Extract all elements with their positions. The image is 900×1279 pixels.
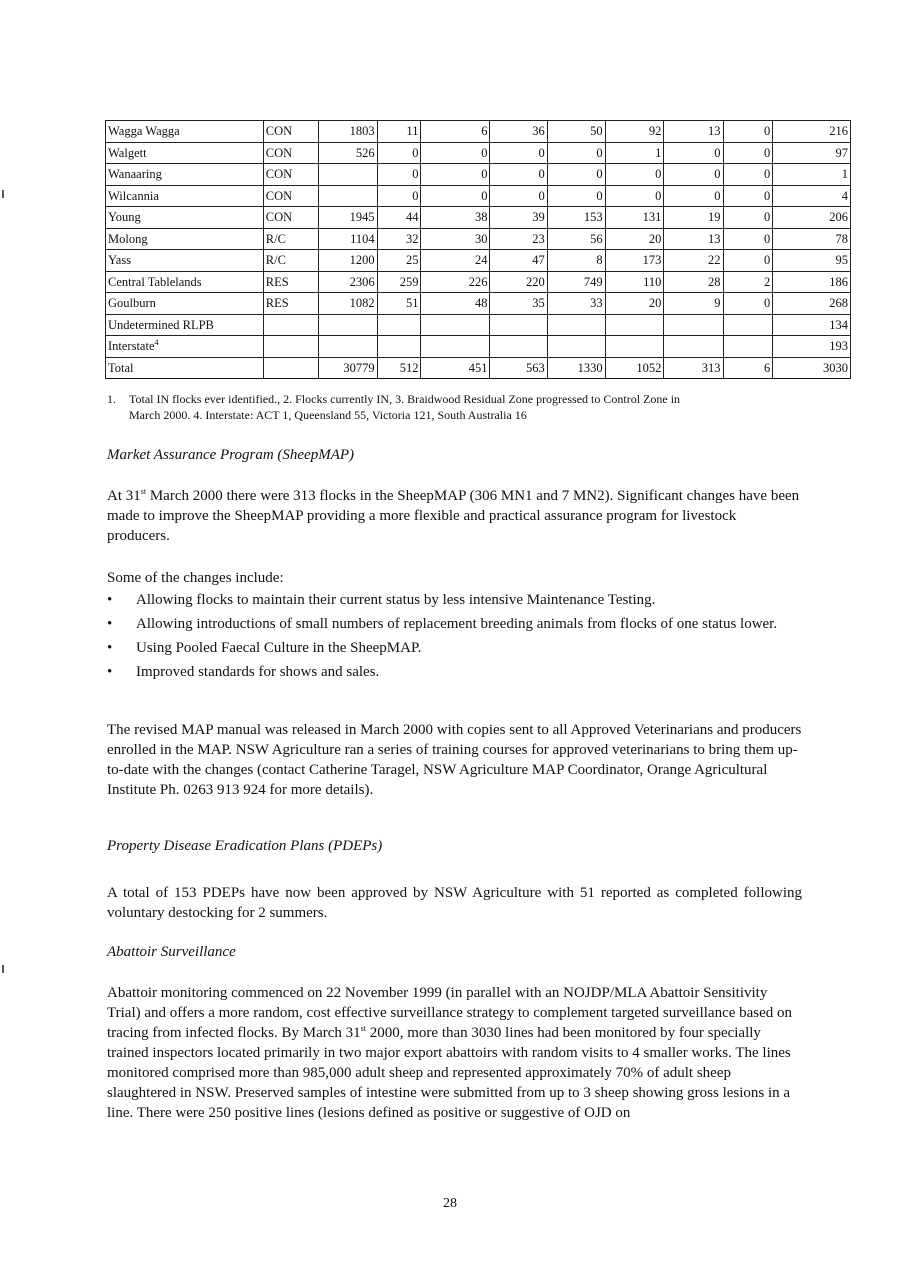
sheepmap-changes-list: [107, 590, 807, 686]
list-item-text: Allowing flocks to maintain their current status by less intensive Maintenance Testing.: [136, 592, 656, 608]
table-cell: 0: [547, 142, 605, 164]
zone-type-cell: RES: [263, 293, 318, 315]
zone-type-cell: R/C: [263, 228, 318, 250]
table-cell: 36: [490, 121, 547, 143]
zone-type-cell: CON: [263, 121, 318, 143]
table-row: [106, 164, 851, 186]
row-label-text: Walgett: [108, 145, 147, 160]
table-cell: 23: [490, 228, 547, 250]
table-row: [106, 357, 851, 379]
table-cell: [605, 336, 664, 358]
table-cell: 30779: [319, 357, 378, 379]
sheepmap-paragraph-2: The revised MAP manual was released in March 2000 with copies sent to all Approved Veterinarians and producers enrolled in the MAP. NSW Agriculture ran a series of training courses for approved veterinarians to bring them up-to-date with the changes (contact Catherine Taragel, NSW Agriculture MAP Coordinator, Orange Agricultural Institute Ph. 0263 913 924 for more details).: [107, 722, 802, 798]
table-cell: 0: [723, 293, 773, 315]
table-cell: 0: [421, 142, 490, 164]
table-row: [106, 336, 851, 358]
row-label: [106, 336, 264, 358]
row-label-text: Molong: [108, 231, 148, 246]
abattoir-p-start: Abattoir monitoring commenced on 22 November 1999 (in parallel with an NOJDP/MLA Abattoir Sensitivity Trial) and offers a more random, cost effective surveillance strategy to complement targeted surveillance based on tracing from infected flocks. By March 31: [107, 985, 793, 1041]
table-cell: 24: [421, 250, 490, 272]
zone-type-cell: CON: [263, 207, 318, 229]
table-cell: 0: [421, 185, 490, 207]
table-row: [106, 250, 851, 272]
table-cell: 48: [421, 293, 490, 315]
table-cell: 0: [490, 185, 547, 207]
table-cell: 1200: [319, 250, 378, 272]
zone-type-cell: CON: [263, 164, 318, 186]
row-label-text: Wilcannia: [108, 188, 159, 203]
table-cell: 193: [773, 336, 851, 358]
table-cell: 2306: [319, 271, 378, 293]
row-label-text: Undetermined RLPB: [108, 317, 214, 332]
table-cell: 0: [723, 142, 773, 164]
list-item: [107, 614, 807, 634]
row-label: [106, 271, 264, 293]
table-cell: 4: [773, 185, 851, 207]
table-cell: 13: [664, 228, 723, 250]
table-cell: 22: [664, 250, 723, 272]
table-row: [106, 228, 851, 250]
table-cell: 1945: [319, 207, 378, 229]
table-cell: 44: [377, 207, 421, 229]
table-cell: 0: [664, 164, 723, 186]
table-cell: 0: [664, 142, 723, 164]
table-cell: [319, 164, 378, 186]
list-item-text: Allowing introductions of small numbers of replacement breeding animals from flocks of one status lower.: [136, 616, 778, 632]
zone-type-cell: R/C: [263, 250, 318, 272]
table-cell: 19: [664, 207, 723, 229]
table-cell: 216: [773, 121, 851, 143]
table-cell: 3030: [773, 357, 851, 379]
list-item: [107, 638, 807, 658]
table-cell: [723, 336, 773, 358]
table-cell: 1330: [547, 357, 605, 379]
table-cell: 153: [547, 207, 605, 229]
table-footnote: [107, 391, 827, 423]
table-cell: 0: [664, 185, 723, 207]
bullet-icon: •: [107, 640, 113, 656]
table-row: [106, 271, 851, 293]
table-cell: 0: [421, 164, 490, 186]
table-cell: 51: [377, 293, 421, 315]
table-row: [106, 293, 851, 315]
table-cell: [723, 314, 773, 336]
table-cell: [319, 314, 378, 336]
zone-type-cell: [263, 336, 318, 358]
table-cell: 38: [421, 207, 490, 229]
table-cell: 0: [377, 164, 421, 186]
table-cell: [664, 314, 723, 336]
list-item: [107, 662, 807, 682]
row-label-text: Central Tablelands: [108, 274, 202, 289]
table-cell: 1104: [319, 228, 378, 250]
table-cell: 173: [605, 250, 664, 272]
table-cell: 1: [773, 164, 851, 186]
table-cell: [377, 336, 421, 358]
table-cell: 13: [664, 121, 723, 143]
table-cell: 563: [490, 357, 547, 379]
table-cell: 0: [723, 250, 773, 272]
zone-type-cell: CON: [263, 142, 318, 164]
table-cell: 78: [773, 228, 851, 250]
table-cell: [421, 336, 490, 358]
table-cell: 131: [605, 207, 664, 229]
row-label-text: Wagga Wagga: [108, 124, 180, 139]
pdeps-heading: Property Disease Eradication Plans (PDEPs): [107, 838, 383, 854]
table-cell: 32: [377, 228, 421, 250]
table-cell: 0: [605, 185, 664, 207]
table-row: [106, 142, 851, 164]
table-cell: 39: [490, 207, 547, 229]
bullet-icon: •: [107, 616, 113, 632]
scan-margin-mark: [2, 965, 4, 973]
footnote-line-1: [107, 391, 827, 407]
table-cell: [547, 314, 605, 336]
table-cell: 0: [547, 164, 605, 186]
table-cell: 0: [723, 228, 773, 250]
row-label: [106, 293, 264, 315]
table-cell: 1: [605, 142, 664, 164]
footnote-marker: 4: [154, 338, 159, 348]
table-cell: 206: [773, 207, 851, 229]
row-label-text: Total: [108, 360, 134, 375]
row-label: [106, 142, 264, 164]
table-cell: 134: [773, 314, 851, 336]
sheepmap-p1-rest: March 2000 there were 313 flocks in the SheepMAP (306 MN1 and 7 MN2). Significant changes have been made to improve the SheepMAP providing a more flexible and practical assurance program for livestock producers.: [107, 488, 800, 544]
bullet-icon: •: [107, 592, 113, 608]
table-cell: [664, 336, 723, 358]
table-cell: 749: [547, 271, 605, 293]
table-cell: [319, 336, 378, 358]
row-label-text: Wanaaring: [108, 167, 162, 182]
table-cell: 33: [547, 293, 605, 315]
zone-type-cell: [263, 357, 318, 379]
table-cell: 110: [605, 271, 664, 293]
table-cell: 92: [605, 121, 664, 143]
table-cell: 226: [421, 271, 490, 293]
table-cell: 451: [421, 357, 490, 379]
bullet-icon: •: [107, 664, 113, 680]
table-cell: 512: [377, 357, 421, 379]
abattoir-heading: Abattoir Surveillance: [107, 944, 236, 960]
table-row: [106, 207, 851, 229]
table-row: [106, 121, 851, 143]
table-cell: 0: [723, 185, 773, 207]
list-item: [107, 590, 807, 610]
table-cell: 0: [723, 164, 773, 186]
rlpb-flock-table: [105, 120, 851, 379]
sheepmap-changes-intro: Some of the changes include:: [107, 570, 284, 586]
table-cell: 11: [377, 121, 421, 143]
table-cell: 313: [664, 357, 723, 379]
zone-type-cell: RES: [263, 271, 318, 293]
table-cell: 95: [773, 250, 851, 272]
table-cell: 0: [547, 185, 605, 207]
table-cell: [605, 314, 664, 336]
row-label: [106, 357, 264, 379]
table-cell: 8: [547, 250, 605, 272]
list-item-text: Improved standards for shows and sales.: [136, 664, 380, 680]
table-cell: 9: [664, 293, 723, 315]
row-label: [106, 121, 264, 143]
table-cell: 0: [490, 142, 547, 164]
table-cell: [490, 314, 547, 336]
abattoir-p-rest: 2000, more than 3030 lines had been monitored by four specially trained inspectors located primarily in two major export abattoirs with random visits to 4 smaller works. The lines monitored comprised more than 985,000 adult sheep and represented approximately 70% of adult sheep slaughtered in NSW. Preserved samples of intestine were submitted from up to 3 sheep showing gross lesions in a line. There were 250 positive lines (lesions defined as positive or suggestive of OJD on: [107, 1025, 791, 1121]
footnote-number: 1.: [107, 392, 116, 406]
table-cell: 0: [723, 121, 773, 143]
row-label: [106, 228, 264, 250]
row-label: [106, 207, 264, 229]
table-cell: 30: [421, 228, 490, 250]
table-cell: [421, 314, 490, 336]
table-cell: 1052: [605, 357, 664, 379]
row-label-text: Goulburn: [108, 296, 156, 311]
table-cell: 186: [773, 271, 851, 293]
table-row: [106, 314, 851, 336]
table-cell: 47: [490, 250, 547, 272]
table-cell: [319, 185, 378, 207]
abattoir-paragraph: [107, 983, 802, 1123]
row-label-text: Young: [108, 210, 141, 225]
table-cell: 2: [723, 271, 773, 293]
sheepmap-paragraph-1: [107, 486, 802, 546]
table-cell: 0: [490, 164, 547, 186]
zone-type-cell: CON: [263, 185, 318, 207]
table-cell: 35: [490, 293, 547, 315]
abattoir-p-ordinal: st: [360, 1024, 367, 1033]
table-cell: 526: [319, 142, 378, 164]
table-row: [106, 185, 851, 207]
row-label-text: Yass: [108, 253, 132, 268]
row-label: [106, 185, 264, 207]
table-cell: 25: [377, 250, 421, 272]
table-cell: 20: [605, 293, 664, 315]
table-cell: 259: [377, 271, 421, 293]
row-label-text: Interstate: [108, 339, 155, 354]
table-cell: 1082: [319, 293, 378, 315]
footnote-text-1: Total IN flocks ever identified., 2. Flocks currently IN, 3. Braidwood Residual Zone progressed to Control Zone in: [129, 392, 681, 406]
scan-margin-mark: [2, 190, 4, 198]
table-cell: 6: [421, 121, 490, 143]
table-cell: [490, 336, 547, 358]
table-cell: [377, 314, 421, 336]
table-cell: 56: [547, 228, 605, 250]
pdeps-paragraph: A total of 153 PDEPs have now been approved by NSW Agriculture with 51 reported as completed following voluntary destocking for 2 summers.: [107, 885, 802, 921]
page-number: 28: [443, 1196, 457, 1211]
sheepmap-p1-start: At 31: [107, 488, 141, 504]
table-cell: [547, 336, 605, 358]
sheepmap-heading: Market Assurance Program (SheepMAP): [107, 447, 355, 463]
table-cell: 1803: [319, 121, 378, 143]
table-cell: 0: [723, 207, 773, 229]
table-cell: 220: [490, 271, 547, 293]
table-cell: 20: [605, 228, 664, 250]
table-cell: 97: [773, 142, 851, 164]
row-label: [106, 314, 264, 336]
zone-type-cell: [263, 314, 318, 336]
table-cell: 0: [377, 185, 421, 207]
table-cell: 268: [773, 293, 851, 315]
table-cell: 6: [723, 357, 773, 379]
table-cell: 0: [377, 142, 421, 164]
table-cell: 50: [547, 121, 605, 143]
sheepmap-p1-ordinal: st: [140, 487, 147, 496]
footnote-line-2: March 2000. 4. Interstate: ACT 1, Queensland 55, Victoria 121, South Australia 16: [129, 408, 527, 422]
list-item-text: Using Pooled Faecal Culture in the SheepMAP.: [136, 640, 422, 656]
row-label: [106, 164, 264, 186]
table-cell: 0: [605, 164, 664, 186]
table-cell: 28: [664, 271, 723, 293]
table-body: [106, 121, 851, 379]
row-label: [106, 250, 264, 272]
